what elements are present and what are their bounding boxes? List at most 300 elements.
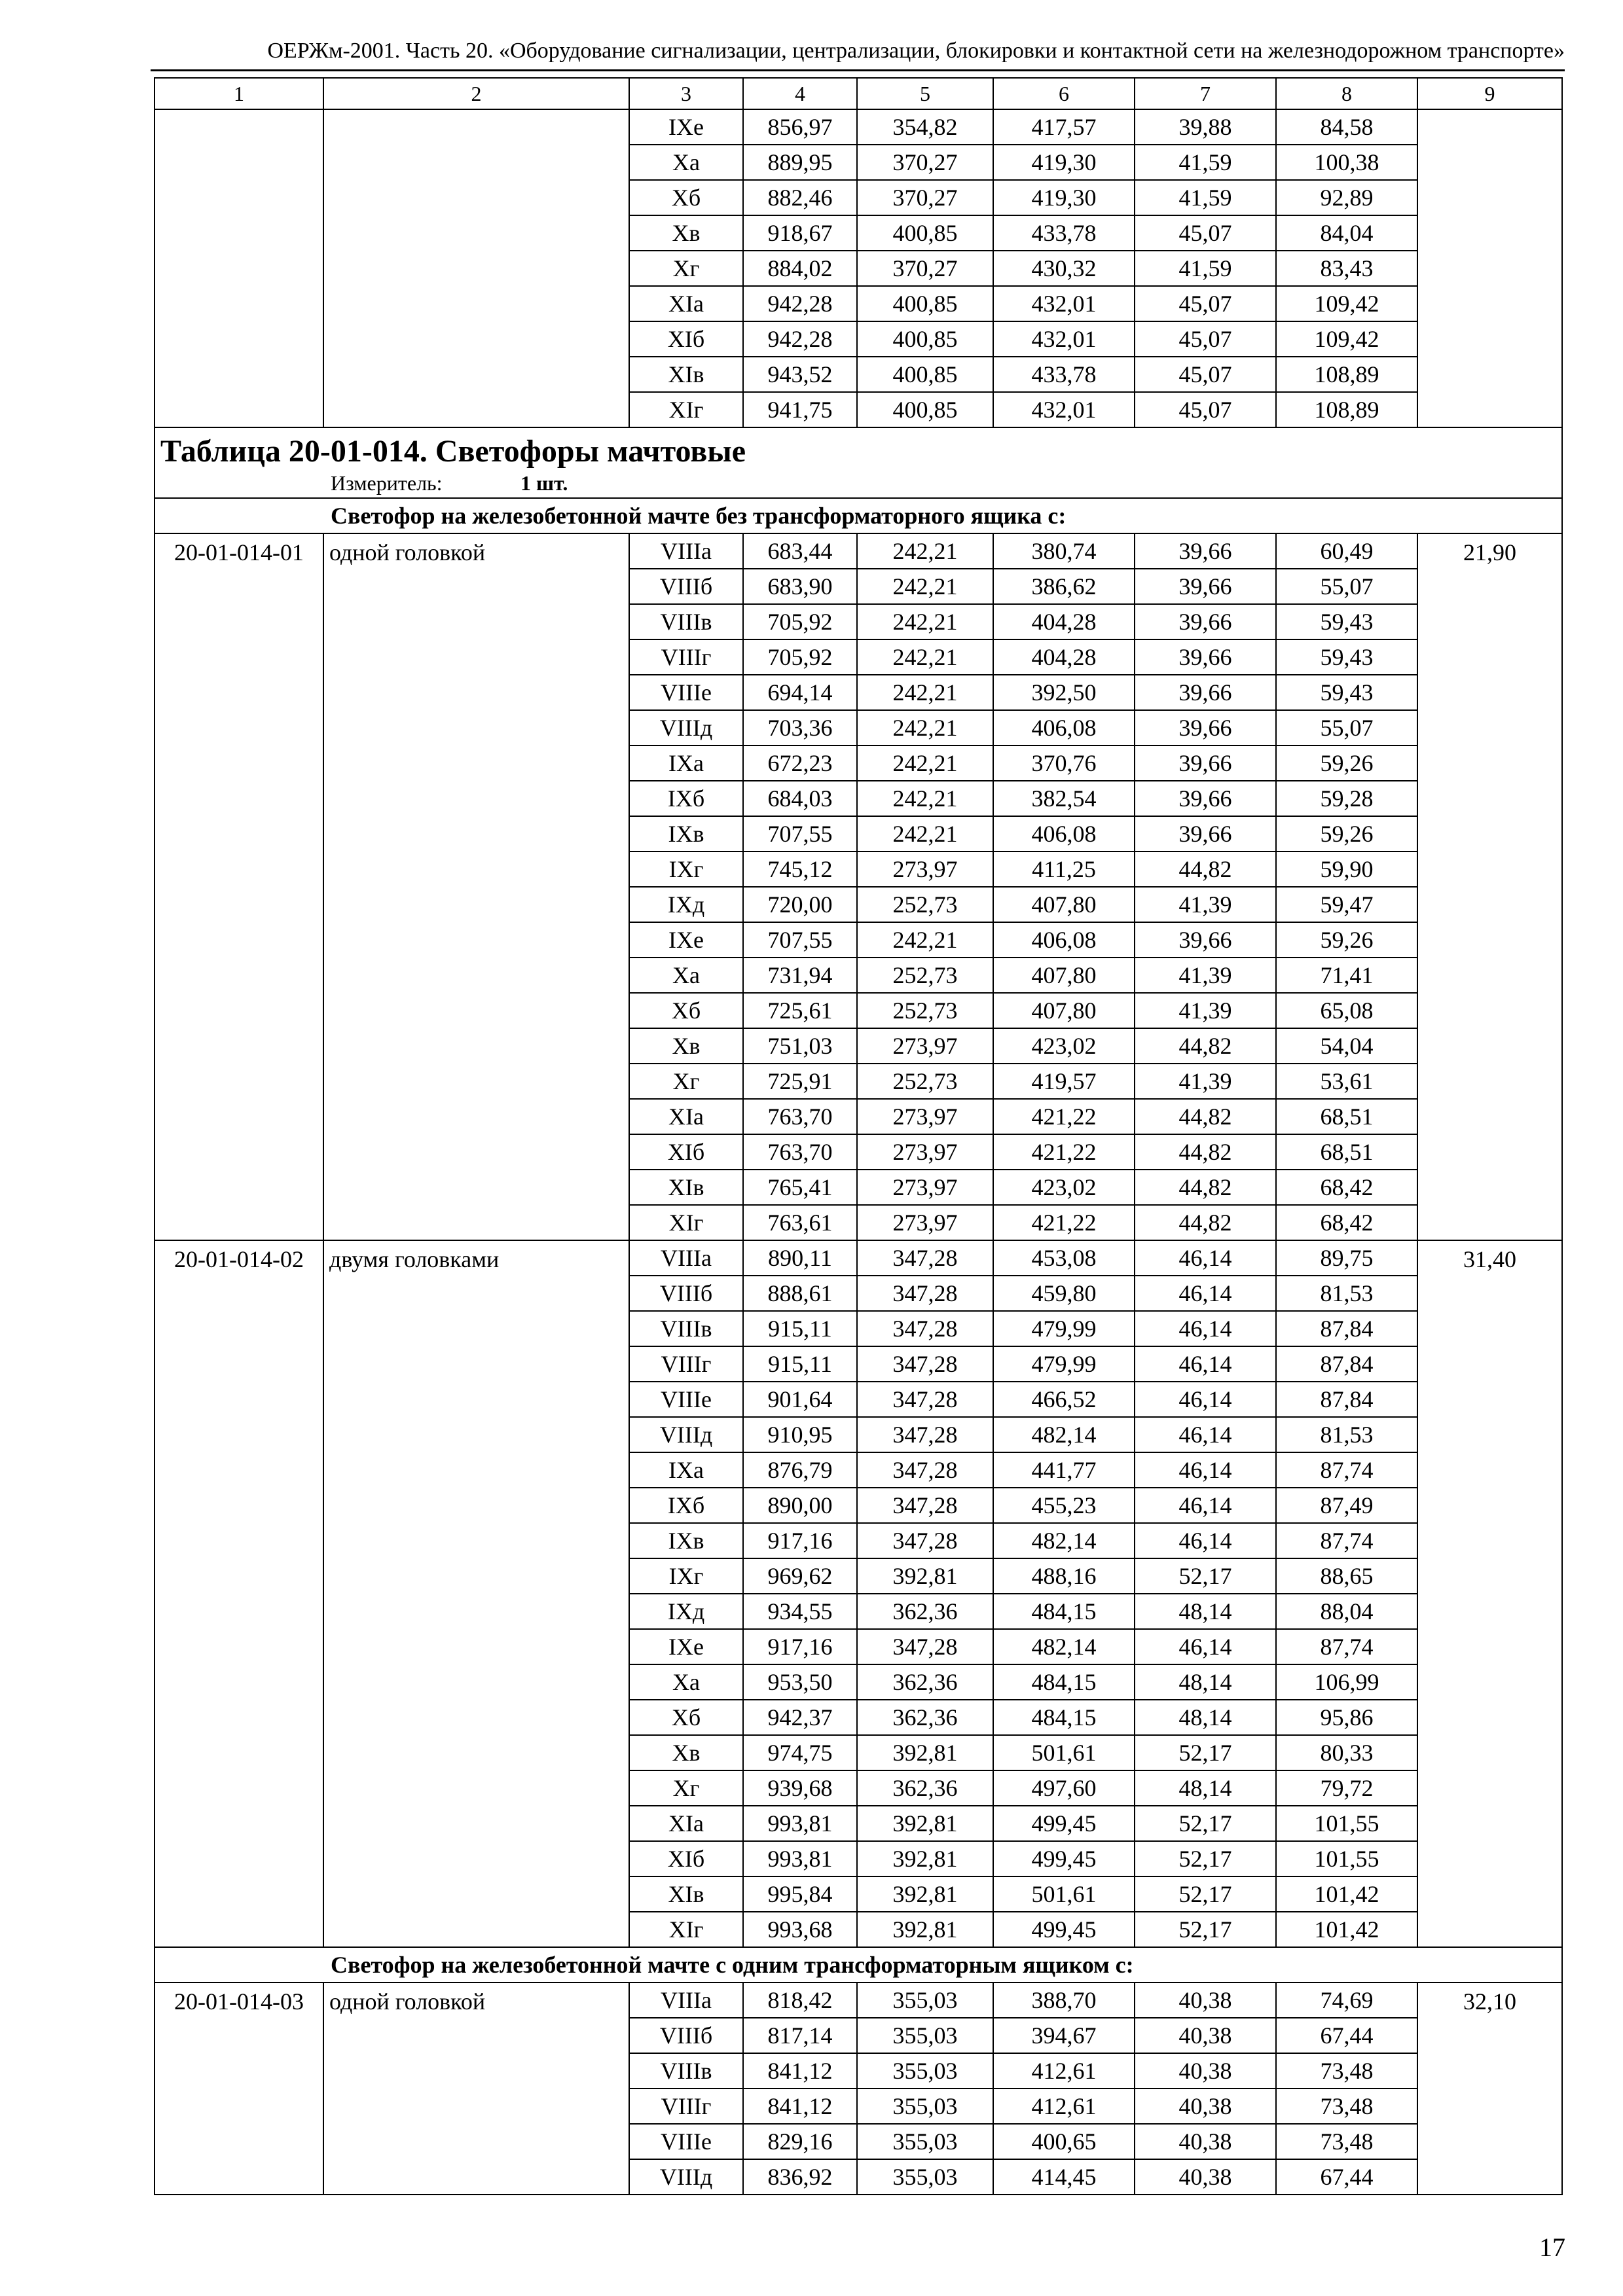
zone-cell: XIв [629,1876,743,1912]
section-heading: Светофор на железобетонной мачте с одним трансформаторным ящиком с: [331,1952,1134,1978]
value-cell: 101,55 [1276,1806,1417,1841]
value-cell: 46,14 [1135,1629,1276,1664]
value-cell: 87,49 [1276,1488,1417,1523]
value-cell: 52,17 [1135,1876,1276,1912]
value-cell: 453,08 [993,1240,1135,1276]
value-cell: 46,14 [1135,1311,1276,1346]
value-cell: 412,61 [993,2053,1135,2089]
value-cell: 41,59 [1135,251,1276,286]
value-cell: 400,85 [857,392,993,427]
zone-cell: XIб [629,321,743,357]
value-cell: 355,03 [857,2089,993,2124]
value-cell: 915,11 [743,1311,857,1346]
value-cell: 407,80 [993,993,1135,1028]
zone-cell: IXд [629,1594,743,1629]
value-cell: 355,03 [857,1982,993,2018]
table-row [155,533,1562,569]
value-cell: 407,80 [993,887,1135,922]
value-cell: 347,28 [857,1417,993,1452]
value-cell: 44,82 [1135,1028,1276,1064]
zone-cell: VIIIв [629,604,743,639]
value-cell: 54,04 [1276,1028,1417,1064]
value-cell: 46,14 [1135,1452,1276,1488]
value-cell: 44,82 [1135,1205,1276,1240]
value-cell: 969,62 [743,1558,857,1594]
value-cell: 87,74 [1276,1452,1417,1488]
value-cell: 479,99 [993,1311,1135,1346]
value-cell: 68,51 [1276,1134,1417,1170]
zone-cell: IXе [629,922,743,958]
value-cell: 59,90 [1276,852,1417,887]
value-cell: 101,42 [1276,1876,1417,1912]
value-cell: 388,70 [993,1982,1135,2018]
value-cell: 917,16 [743,1523,857,1558]
value-cell: 39,66 [1135,533,1276,569]
value-cell: 939,68 [743,1770,857,1806]
value-cell: 108,89 [1276,392,1417,427]
value-cell: 386,62 [993,569,1135,604]
value-cell: 273,97 [857,1134,993,1170]
zone-cell: XIа [629,286,743,321]
value-cell: 242,21 [857,533,993,569]
value-cell: 87,74 [1276,1523,1417,1558]
value-cell: 39,66 [1135,639,1276,675]
value-cell: 993,81 [743,1841,857,1876]
zone-cell: IXд [629,887,743,922]
value-cell: 392,50 [993,675,1135,710]
value-cell: 725,91 [743,1064,857,1099]
value-cell: 242,21 [857,781,993,816]
value-cell: 406,08 [993,710,1135,745]
value-cell: 44,82 [1135,852,1276,887]
value-cell: 59,26 [1276,816,1417,852]
zone-cell: VIIIд [629,1417,743,1452]
value-cell: 67,44 [1276,2018,1417,2053]
value-cell: 242,21 [857,710,993,745]
value-cell: 995,84 [743,1876,857,1912]
value-cell: 52,17 [1135,1912,1276,1947]
value-cell: 484,15 [993,1700,1135,1735]
value-cell: 707,55 [743,816,857,852]
labor-norm [1417,109,1562,427]
value-cell: 432,01 [993,321,1135,357]
measure-cell [155,469,1562,498]
value-cell: 841,12 [743,2089,857,2124]
value-cell: 942,28 [743,286,857,321]
value-cell: 488,16 [993,1558,1135,1594]
value-cell: 73,48 [1276,2089,1417,2124]
value-cell: 433,78 [993,357,1135,392]
value-cell: 455,23 [993,1488,1135,1523]
zone-cell: VIIIе [629,1382,743,1417]
measure-value: 1 шт. [520,471,568,495]
column-number: 4 [743,78,857,109]
value-cell: 347,28 [857,1523,993,1558]
zone-cell: XIг [629,392,743,427]
value-cell: 829,16 [743,2124,857,2159]
value-cell: 59,43 [1276,604,1417,639]
labor-norm: 31,40 [1417,1240,1562,1947]
value-cell: 242,21 [857,745,993,781]
measure-label: Измеритель: [331,471,443,495]
value-cell: 59,26 [1276,922,1417,958]
value-cell: 421,22 [993,1134,1135,1170]
value-cell: 39,66 [1135,710,1276,745]
value-cell: 889,95 [743,145,857,180]
value-cell: 87,84 [1276,1311,1417,1346]
value-cell: 430,32 [993,251,1135,286]
value-cell: 45,07 [1135,215,1276,251]
value-cell: 60,49 [1276,533,1417,569]
value-cell: 499,45 [993,1912,1135,1947]
value-cell: 65,08 [1276,993,1417,1028]
value-cell: 242,21 [857,569,993,604]
value-cell: 39,66 [1135,922,1276,958]
value-cell: 890,11 [743,1240,857,1276]
value-cell: 836,92 [743,2159,857,2195]
value-cell: 41,39 [1135,1064,1276,1099]
zone-cell: XIб [629,1134,743,1170]
zone-cell: IXг [629,852,743,887]
value-cell: 421,22 [993,1205,1135,1240]
zone-cell: IXе [629,109,743,145]
zone-cell: Xг [629,1770,743,1806]
value-cell: 83,43 [1276,251,1417,286]
value-cell: 362,36 [857,1700,993,1735]
value-cell: 242,21 [857,639,993,675]
value-cell: 441,77 [993,1452,1135,1488]
section-heading-row [155,498,1562,533]
value-cell: 884,02 [743,251,857,286]
value-cell: 466,52 [993,1382,1135,1417]
value-cell: 411,25 [993,852,1135,887]
value-cell: 40,38 [1135,2018,1276,2053]
zone-cell: IXб [629,1488,743,1523]
value-cell: 46,14 [1135,1417,1276,1452]
value-cell: 87,74 [1276,1629,1417,1664]
zone-cell: VIIIд [629,2159,743,2195]
value-cell: 41,39 [1135,958,1276,993]
value-cell: 53,61 [1276,1064,1417,1099]
value-cell: 484,15 [993,1594,1135,1629]
value-cell: 44,82 [1135,1134,1276,1170]
value-cell: 934,55 [743,1594,857,1629]
value-cell: 419,30 [993,180,1135,215]
zone-cell: IXв [629,1523,743,1558]
value-cell: 87,84 [1276,1382,1417,1417]
value-cell: 683,44 [743,533,857,569]
column-number-row [155,78,1562,109]
zone-cell: VIIIг [629,639,743,675]
value-cell: 684,03 [743,781,857,816]
value-cell: 68,51 [1276,1099,1417,1134]
zone-cell: XIб [629,1841,743,1876]
zone-cell: VIIIе [629,675,743,710]
value-cell: 392,81 [857,1841,993,1876]
value-cell: 39,66 [1135,675,1276,710]
value-cell: 273,97 [857,1028,993,1064]
value-cell: 109,42 [1276,321,1417,357]
zone-cell: Xб [629,180,743,215]
value-cell: 725,61 [743,993,857,1028]
zone-cell: Xб [629,993,743,1028]
zone-cell: XIв [629,357,743,392]
value-cell: 46,14 [1135,1488,1276,1523]
value-cell: 41,39 [1135,993,1276,1028]
value-cell: 100,38 [1276,145,1417,180]
value-cell: 347,28 [857,1276,993,1311]
value-cell: 672,23 [743,745,857,781]
value-cell: 81,53 [1276,1417,1417,1452]
value-cell: 705,92 [743,604,857,639]
value-cell: 354,82 [857,109,993,145]
position-name: одной головкой [323,1982,629,2195]
value-cell: 48,14 [1135,1664,1276,1700]
value-cell: 67,44 [1276,2159,1417,2195]
value-cell: 421,22 [993,1099,1135,1134]
zone-cell: VIIIе [629,2124,743,2159]
value-cell: 355,03 [857,2018,993,2053]
value-cell: 400,85 [857,215,993,251]
value-cell: 40,38 [1135,2159,1276,2195]
value-cell: 46,14 [1135,1276,1276,1311]
value-cell: 242,21 [857,816,993,852]
value-cell: 92,89 [1276,180,1417,215]
value-cell: 84,04 [1276,215,1417,251]
position-name [323,109,629,427]
value-cell: 347,28 [857,1346,993,1382]
value-cell: 355,03 [857,2159,993,2195]
value-cell: 59,28 [1276,781,1417,816]
value-cell: 347,28 [857,1240,993,1276]
zone-cell: IXг [629,1558,743,1594]
value-cell: 720,00 [743,887,857,922]
value-cell: 59,47 [1276,887,1417,922]
value-cell: 101,42 [1276,1912,1417,1947]
value-cell: 882,46 [743,180,857,215]
column-number: 5 [857,78,993,109]
value-cell: 46,14 [1135,1240,1276,1276]
value-cell: 101,55 [1276,1841,1417,1876]
value-cell: 347,28 [857,1382,993,1417]
column-number: 7 [1135,78,1276,109]
value-cell: 362,36 [857,1594,993,1629]
value-cell: 499,45 [993,1806,1135,1841]
value-cell: 407,80 [993,958,1135,993]
value-cell: 45,07 [1135,286,1276,321]
value-cell: 414,45 [993,2159,1135,2195]
value-cell: 88,65 [1276,1558,1417,1594]
zone-cell: IXа [629,745,743,781]
table-row [155,1240,1562,1276]
value-cell: 394,67 [993,2018,1135,2053]
value-cell: 84,58 [1276,109,1417,145]
value-cell: 252,73 [857,1064,993,1099]
zone-cell: IXе [629,1629,743,1664]
value-cell: 46,14 [1135,1382,1276,1417]
column-number: 8 [1276,78,1417,109]
rates-table-wrapper [154,77,1561,2195]
zone-cell: XIа [629,1099,743,1134]
value-cell: 479,99 [993,1346,1135,1382]
value-cell: 694,14 [743,675,857,710]
value-cell: 59,26 [1276,745,1417,781]
zone-cell: IXа [629,1452,743,1488]
value-cell: 252,73 [857,887,993,922]
value-cell: 52,17 [1135,1806,1276,1841]
zone-cell: Xв [629,215,743,251]
table-title-row [155,427,1562,469]
value-cell: 347,28 [857,1488,993,1523]
value-cell: 818,42 [743,1982,857,2018]
value-cell: 55,07 [1276,710,1417,745]
value-cell: 707,55 [743,922,857,958]
value-cell: 974,75 [743,1735,857,1770]
zone-cell: Xа [629,958,743,993]
value-cell: 817,14 [743,2018,857,2053]
value-cell: 501,61 [993,1876,1135,1912]
value-cell: 355,03 [857,2053,993,2089]
value-cell: 347,28 [857,1452,993,1488]
value-cell: 484,15 [993,1664,1135,1700]
zone-cell: Xа [629,145,743,180]
value-cell: 39,66 [1135,816,1276,852]
value-cell: 918,67 [743,215,857,251]
value-cell: 433,78 [993,215,1135,251]
value-cell: 392,81 [857,1558,993,1594]
value-cell: 242,21 [857,922,993,958]
value-cell: 432,01 [993,392,1135,427]
value-cell: 705,92 [743,639,857,675]
value-cell: 993,81 [743,1806,857,1841]
value-cell: 751,03 [743,1028,857,1064]
zone-cell: VIIIб [629,1276,743,1311]
value-cell: 48,14 [1135,1700,1276,1735]
value-cell: 40,38 [1135,2089,1276,2124]
value-cell: 392,81 [857,1735,993,1770]
value-cell: 81,53 [1276,1276,1417,1311]
value-cell: 59,43 [1276,639,1417,675]
value-cell: 499,45 [993,1841,1135,1876]
section-heading-cell [155,1947,1562,1982]
value-cell: 404,28 [993,604,1135,639]
value-cell: 68,42 [1276,1205,1417,1240]
value-cell: 404,28 [993,639,1135,675]
column-number: 1 [155,78,323,109]
value-cell: 942,28 [743,321,857,357]
value-cell: 370,27 [857,180,993,215]
value-cell: 380,74 [993,533,1135,569]
zone-cell: VIIIа [629,1982,743,2018]
column-number: 2 [323,78,629,109]
value-cell: 406,08 [993,816,1135,852]
value-cell: 52,17 [1135,1841,1276,1876]
value-cell: 888,61 [743,1276,857,1311]
value-cell: 41,59 [1135,180,1276,215]
page-number: 17 [1539,2233,1565,2262]
value-cell: 941,75 [743,392,857,427]
value-cell: 59,43 [1276,675,1417,710]
value-cell: 423,02 [993,1170,1135,1205]
value-cell: 68,42 [1276,1170,1417,1205]
zone-cell: Xг [629,1064,743,1099]
column-number: 3 [629,78,743,109]
table-row [155,109,1562,145]
zone-cell: IXб [629,781,743,816]
value-cell: 856,97 [743,109,857,145]
value-cell: 52,17 [1135,1558,1276,1594]
value-cell: 370,76 [993,745,1135,781]
value-cell: 108,89 [1276,357,1417,392]
value-cell: 459,80 [993,1276,1135,1311]
zone-cell: VIIIб [629,2018,743,2053]
value-cell: 876,79 [743,1452,857,1488]
section-heading-row [155,1947,1562,1982]
value-cell: 763,61 [743,1205,857,1240]
zone-cell: Xг [629,251,743,286]
value-cell: 400,85 [857,286,993,321]
value-cell: 943,52 [743,357,857,392]
value-cell: 45,07 [1135,392,1276,427]
value-cell: 392,81 [857,1806,993,1841]
value-cell: 71,41 [1276,958,1417,993]
value-cell: 703,36 [743,710,857,745]
value-cell: 942,37 [743,1700,857,1735]
value-cell: 763,70 [743,1134,857,1170]
table-title: Таблица 20-01-014. Светофоры мачтовые [155,427,1562,469]
value-cell: 44,82 [1135,1099,1276,1134]
value-cell: 45,07 [1135,321,1276,357]
value-cell: 41,39 [1135,887,1276,922]
value-cell: 273,97 [857,1205,993,1240]
zone-cell: XIг [629,1912,743,1947]
value-cell: 242,21 [857,675,993,710]
value-cell: 40,38 [1135,2124,1276,2159]
value-cell: 87,84 [1276,1346,1417,1382]
value-cell: 73,48 [1276,2124,1417,2159]
value-cell: 73,48 [1276,2053,1417,2089]
position-code: 20-01-014-01 [155,533,323,1240]
value-cell: 763,70 [743,1099,857,1134]
value-cell: 731,94 [743,958,857,993]
zone-cell: Xа [629,1664,743,1700]
section-heading: Светофор на железобетонной мачте без трансформаторного ящика с: [331,503,1067,529]
value-cell: 370,27 [857,251,993,286]
value-cell: 482,14 [993,1417,1135,1452]
value-cell: 48,14 [1135,1594,1276,1629]
running-title: ОЕРЖм-2001. Часть 20. «Оборудование сигнализации, централизации, блокировки и контактной сети на железнодорожном транспорте» [267,39,1565,63]
value-cell: 252,73 [857,993,993,1028]
value-cell: 890,00 [743,1488,857,1523]
zone-cell: VIIIг [629,2089,743,2124]
value-cell: 41,59 [1135,145,1276,180]
value-cell: 993,68 [743,1912,857,1947]
value-cell: 419,30 [993,145,1135,180]
value-cell: 273,97 [857,1170,993,1205]
value-cell: 40,38 [1135,2053,1276,2089]
value-cell: 953,50 [743,1664,857,1700]
zone-cell: VIIIб [629,569,743,604]
value-cell: 74,69 [1276,1982,1417,2018]
zone-cell: VIIIг [629,1346,743,1382]
zone-cell: XIг [629,1205,743,1240]
value-cell: 39,66 [1135,745,1276,781]
value-cell: 80,33 [1276,1735,1417,1770]
zone-cell: Xв [629,1735,743,1770]
value-cell: 40,38 [1135,1982,1276,2018]
value-cell: 347,28 [857,1311,993,1346]
value-cell: 273,97 [857,1099,993,1134]
